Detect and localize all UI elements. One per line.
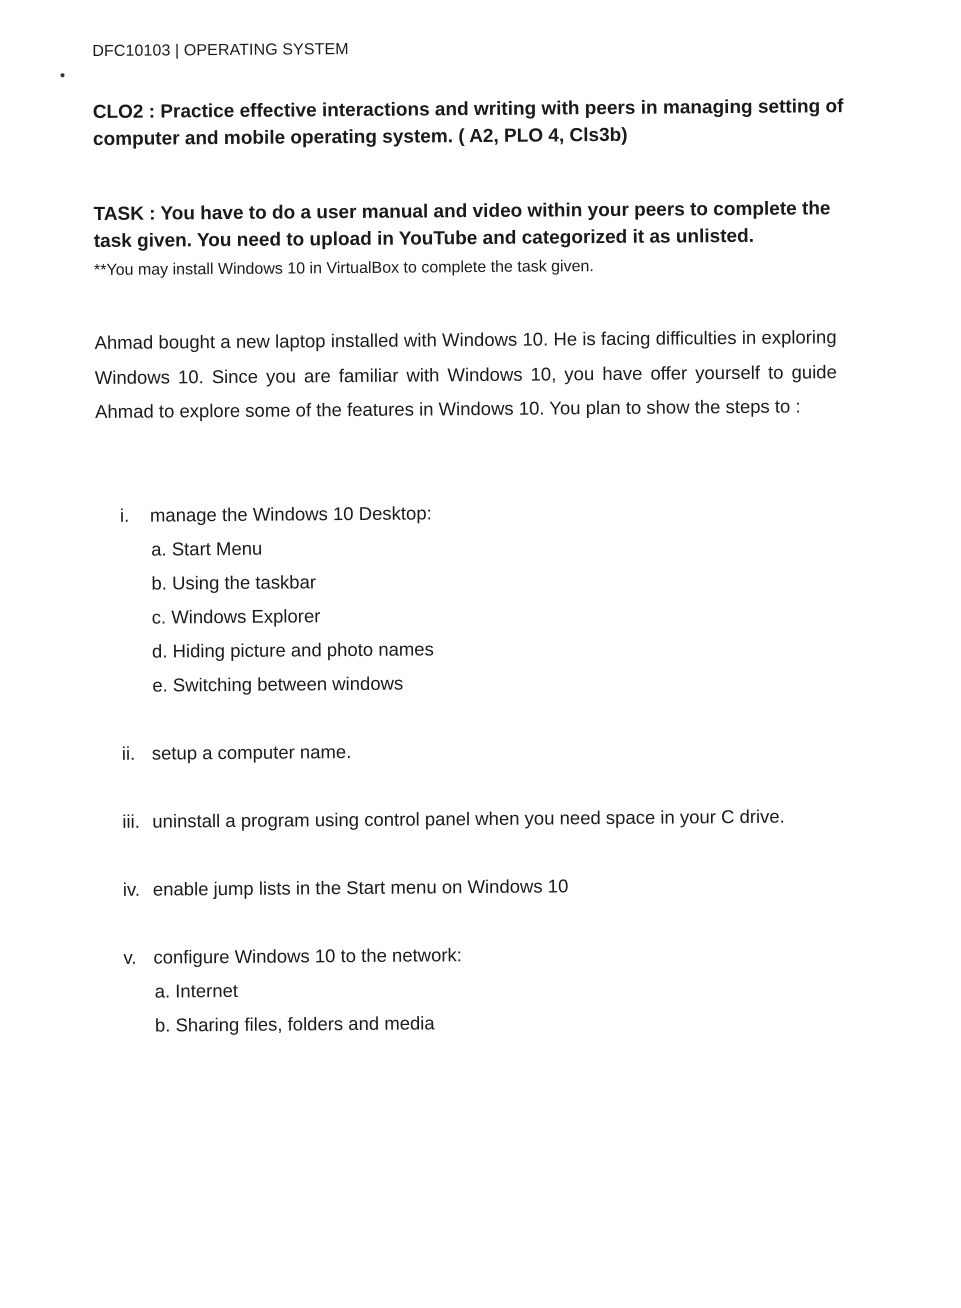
sub-item: c. Windows Explorer: [151, 605, 321, 628]
list-numeral: iv.: [122, 878, 141, 900]
sub-item: b. Sharing files, folders and media: [154, 1012, 435, 1036]
task-statement: TASK : You have to do a user manual and video within your peers to complete the task given. You need to upload in YouTube and categorized it as unlisted.: [93, 198, 831, 253]
sub-item: d. Hiding picture and photo names: [151, 638, 434, 662]
sub-item: a. Start Menu: [151, 537, 263, 560]
list-item-text: setup a computer name.: [151, 741, 352, 764]
list-item-text: configure Windows 10 to the network:: [153, 944, 462, 968]
course-header: DFC10103 | OPERATING SYSTEM: [92, 41, 349, 61]
list-item-text: enable jump lists in the Start menu on Windows 10: [152, 875, 569, 900]
list-item-text: uninstall a program using control panel when you need space in your C drive.: [152, 805, 785, 832]
steps-list: [120, 493, 884, 1043]
sub-item: a. Internet: [154, 979, 239, 1002]
sub-item: e. Switching between windows: [152, 672, 404, 696]
list-numeral: v.: [123, 946, 137, 968]
scenario-paragraph: Ahmad bought a new laptop installed with Windows 10. He is facing difficulties in exploring Windows 10. Since you are familiar with Windows 10, you have offer yourself to guide Ahmad to explore some of the features in Windows 10. You plan to show the steps to :: [94, 326, 837, 423]
virtualbox-note: **You may install Windows 10 in VirtualBox to complete the task given.: [93, 258, 594, 280]
scan-speck: [60, 73, 64, 77]
list-numeral: i.: [119, 504, 130, 526]
list-numeral: ii.: [121, 742, 136, 764]
list-item: [122, 799, 882, 839]
list-item-text: manage the Windows 10 Desktop:: [149, 502, 432, 526]
sub-item: b. Using the taskbar: [151, 571, 317, 594]
list-numeral: iii.: [122, 810, 140, 832]
clo-statement: CLO2 : Practice effective interactions and writing with peers in managing setting of computer and mobile operating system. ( A2, PLO 4, Cls3b): [92, 96, 844, 151]
